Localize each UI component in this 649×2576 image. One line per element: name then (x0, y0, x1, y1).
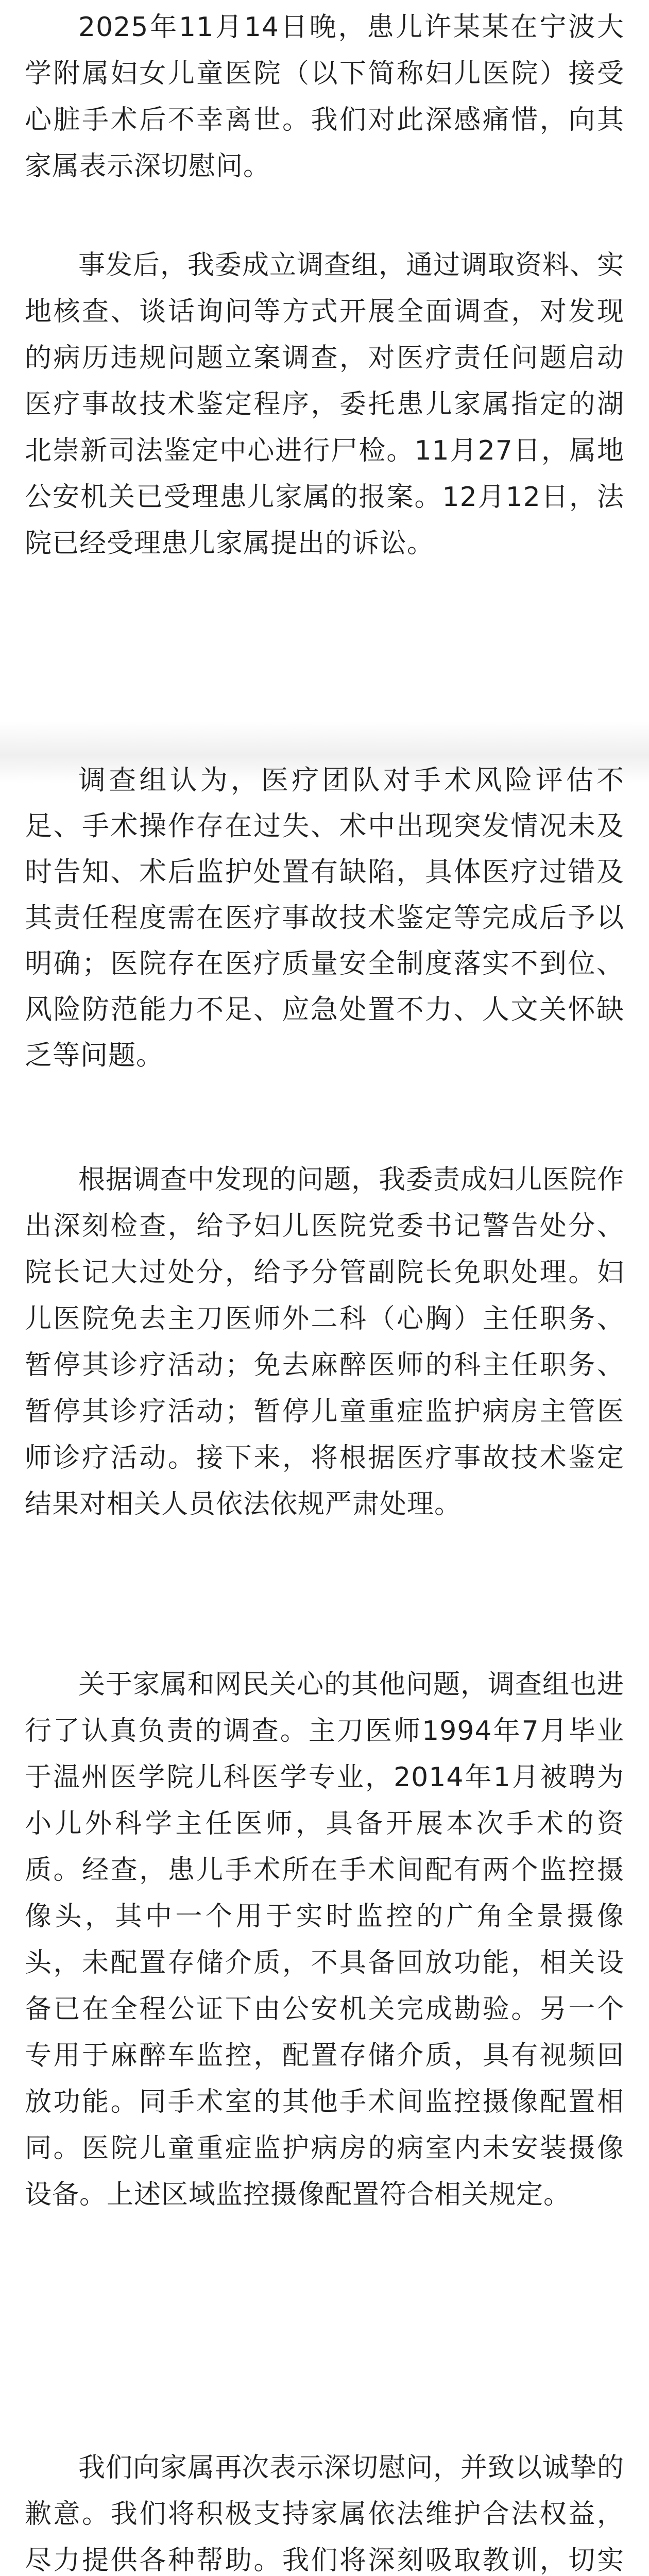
paragraph-investigation: 事发后，我委成立调查组，通过调取资料、实地核查、谈话询问等方式开展全面调查，对发现的病历违规问题立案调查，对医疗责任问题启动医疗事故技术鉴定程序，委托患儿家属指定的湖北崇新司法鉴定中心进行尸检。11月27日，属地公安机关已受理患儿家属的报案。12月12日，法院已经受理患儿家属提出的诉讼。 (25, 250, 625, 559)
paragraph-other-issues: 关于家属和网民关心的其他问题，调查组也进行了认真负责的调查。主刀医师1994年7月毕业于温州医学院儿科医学专业，2014年1月被聘为小儿外科学主任医师，具备开展本次手术的资质。经查，患儿手术所在手术间配有两个监控摄像头，其中一个用于实时监控的广角全景摄像头，未配置存储介质，不具备回放功能，相关设备已在全程公证下由公安机关完成勘验。另一个专用于麻醉车监控，配置存储介质，具有视频回放功能。同手术室的其他手术间监控摄像配置相同。医院儿童重症监护病房的病室内未安装摄像设备。上述区域监控摄像配置符合相关规定。 (25, 1669, 625, 2210)
paragraph-findings: 调查组认为，医疗团队对手术风险评估不足、手术操作存在过失、术中出现突发情况未及时告知、术后监护处置有缺陷，具体医疗过错及其责任程度需在医疗事故技术鉴定等完成后予以明确；医院存在医疗质量安全制度落实不到位、风险防范能力不足、应急处置不力、人文关怀缺乏等问题。 (25, 765, 624, 1071)
paragraph-condolence: 2025年11月14日晚，患儿许某某在宁波大学附属妇女儿童医院（以下简称妇儿医院）接受心脏手术后不幸离世。我们对此深感痛惜，向其家属表示深切慰问。 (25, 12, 624, 182)
paragraph-accountability: 根据调查中发现的问题，我委责成妇儿医院作出深刻检查，给予妇儿医院党委书记警告处分、院长记大过处分，给予分管副院长免职处理。妇儿医院免去主刀医师外二科（心胸）主任职务、暂停其诊疗活动；免去麻醉医师的科主任职务、暂停其诊疗活动；暂停儿童重症监护病房主管医师诊疗活动。接下来，将根据医疗事故技术鉴定结果对相关人员依法依规严肃处理。 (25, 1164, 625, 1520)
paragraph-apology: 我们向家属再次表示深切慰问，并致以诚挚的歉意。我们将积极支持家属依法维护合法权益，尽力提供各种帮助。我们将深刻吸取教训，切实 (25, 2452, 625, 2576)
